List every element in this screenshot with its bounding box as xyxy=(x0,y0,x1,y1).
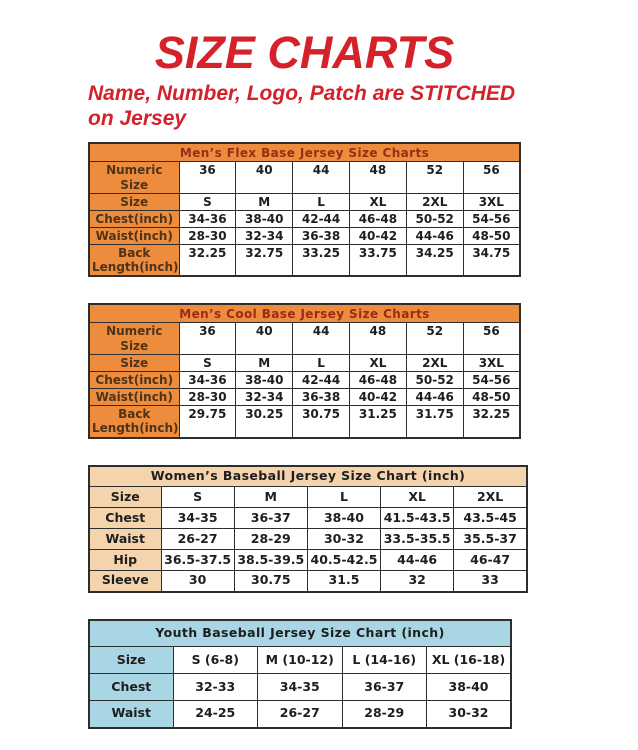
value-cell: S xyxy=(179,354,236,371)
row-label: Chest(inch) xyxy=(89,371,179,388)
row-label: Chest xyxy=(89,508,161,529)
value-cell: 32-33 xyxy=(173,674,258,701)
table-title-row xyxy=(89,143,520,162)
row-label: Size xyxy=(89,193,179,210)
value-cell: L xyxy=(307,487,380,508)
value-cell: 32.75 xyxy=(236,245,293,277)
value-cell: 48 xyxy=(349,162,406,193)
value-cell: 32.25 xyxy=(179,245,236,277)
value-cell: L (14-16) xyxy=(342,647,427,674)
value-cell: 28-30 xyxy=(179,228,236,245)
value-cell: 46-48 xyxy=(349,210,406,227)
table-row xyxy=(89,529,527,550)
row-label: Size xyxy=(89,487,161,508)
page-subtitle xyxy=(88,81,638,131)
value-cell: 33.75 xyxy=(349,245,406,277)
value-cell: 38-40 xyxy=(236,210,293,227)
value-cell: 34.25 xyxy=(406,245,463,277)
table-row xyxy=(89,571,527,592)
row-label: Numeric Size xyxy=(89,162,179,193)
value-cell: 40 xyxy=(236,323,293,354)
table-title-row xyxy=(89,466,527,487)
value-cell: 3XL xyxy=(463,354,520,371)
value-cell: XL xyxy=(349,193,406,210)
table-title: Men’s Cool Base Jersey Size Charts xyxy=(89,304,520,323)
row-label: Chest(inch) xyxy=(89,210,179,227)
value-cell: 48-50 xyxy=(463,389,520,406)
table-row xyxy=(89,245,520,277)
value-cell: 28-29 xyxy=(234,529,307,550)
page-title: SIZE CHARTS xyxy=(154,27,455,78)
row-label: Numeric Size xyxy=(89,323,179,354)
table-row xyxy=(89,323,520,354)
value-cell: 34-36 xyxy=(179,210,236,227)
value-cell: 33.5-35.5 xyxy=(381,529,454,550)
value-cell: 44-46 xyxy=(406,228,463,245)
size-table-youth-baseball xyxy=(88,619,512,729)
row-label: Waist xyxy=(89,529,161,550)
row-label: Size xyxy=(89,647,173,674)
value-cell: 44-46 xyxy=(406,389,463,406)
table-row xyxy=(89,487,527,508)
table-row xyxy=(89,228,520,245)
value-cell: 31.75 xyxy=(406,406,463,438)
value-cell: S xyxy=(179,193,236,210)
value-cell: 35.5-37 xyxy=(454,529,527,550)
table-row xyxy=(89,406,520,438)
value-cell: 30.75 xyxy=(234,571,307,592)
table-row xyxy=(89,389,520,406)
value-cell: 34.75 xyxy=(463,245,520,277)
table-row xyxy=(89,647,511,674)
value-cell: 34-35 xyxy=(161,508,234,529)
table-title: Youth Baseball Jersey Size Chart (inch) xyxy=(89,620,511,647)
value-cell: M xyxy=(236,354,293,371)
table-row xyxy=(89,162,520,193)
table-row xyxy=(89,354,520,371)
table-title-row xyxy=(89,620,511,647)
value-cell: M xyxy=(236,193,293,210)
value-cell: 48-50 xyxy=(463,228,520,245)
value-cell: 30-32 xyxy=(427,701,512,728)
value-cell: S xyxy=(161,487,234,508)
value-cell: 54-56 xyxy=(463,210,520,227)
table-row xyxy=(89,550,527,571)
value-cell: 38-40 xyxy=(427,674,512,701)
value-cell: 2XL xyxy=(454,487,527,508)
value-cell: 31.5 xyxy=(307,571,380,592)
value-cell: 30 xyxy=(161,571,234,592)
subtitle-line-2: on Jersey xyxy=(88,107,187,131)
size-table-mens-cool-base xyxy=(88,303,521,438)
value-cell: 36-38 xyxy=(293,228,350,245)
value-cell: 24-25 xyxy=(173,701,258,728)
value-cell: 36.5-37.5 xyxy=(161,550,234,571)
value-cell: XL xyxy=(381,487,454,508)
row-label: Sleeve xyxy=(89,571,161,592)
subtitle-line-1: Name, Number, Logo, Patch are STITCHED xyxy=(88,82,516,105)
value-cell: 44-46 xyxy=(381,550,454,571)
value-cell: 29.75 xyxy=(179,406,236,438)
value-cell: M xyxy=(234,487,307,508)
value-cell: 32.25 xyxy=(463,406,520,438)
table-title-row xyxy=(89,304,520,323)
value-cell: 46-48 xyxy=(349,371,406,388)
value-cell: 30.25 xyxy=(236,406,293,438)
value-cell: 26-27 xyxy=(161,529,234,550)
value-cell: 50-52 xyxy=(406,371,463,388)
value-cell: 3XL xyxy=(463,193,520,210)
value-cell: XL xyxy=(349,354,406,371)
value-cell: 42-44 xyxy=(293,371,350,388)
value-cell: 40.5-42.5 xyxy=(307,550,380,571)
value-cell: M (10-12) xyxy=(258,647,343,674)
value-cell: XL (16-18) xyxy=(427,647,512,674)
value-cell: 43.5-45 xyxy=(454,508,527,529)
value-cell: 33 xyxy=(454,571,527,592)
value-cell: 34-35 xyxy=(258,674,343,701)
row-label: Size xyxy=(89,354,179,371)
value-cell: 50-52 xyxy=(406,210,463,227)
row-label: Waist(inch) xyxy=(89,389,179,406)
table-row xyxy=(89,508,527,529)
table-title: Women’s Baseball Jersey Size Chart (inch) xyxy=(89,466,527,487)
value-cell: 32-34 xyxy=(236,228,293,245)
value-cell: 48 xyxy=(349,323,406,354)
value-cell: 40-42 xyxy=(349,389,406,406)
value-cell: 34-36 xyxy=(179,371,236,388)
table-row xyxy=(89,193,520,210)
value-cell: 33.25 xyxy=(293,245,350,277)
value-cell: S (6-8) xyxy=(173,647,258,674)
value-cell: 36-37 xyxy=(234,508,307,529)
value-cell: 2XL xyxy=(406,193,463,210)
table-row xyxy=(89,371,520,388)
value-cell: 36 xyxy=(179,323,236,354)
value-cell: 31.25 xyxy=(349,406,406,438)
value-cell: 32-34 xyxy=(236,389,293,406)
value-cell: 46-47 xyxy=(454,550,527,571)
value-cell: 44 xyxy=(293,162,350,193)
value-cell: 36-37 xyxy=(342,674,427,701)
row-label: Chest xyxy=(89,674,173,701)
value-cell: 56 xyxy=(463,162,520,193)
row-label: Waist(inch) xyxy=(89,228,179,245)
value-cell: 41.5-43.5 xyxy=(381,508,454,529)
value-cell: 30-32 xyxy=(307,529,380,550)
table-row xyxy=(89,210,520,227)
value-cell: 30.75 xyxy=(293,406,350,438)
size-tables-container xyxy=(88,142,638,728)
value-cell: L xyxy=(293,193,350,210)
value-cell: 26-27 xyxy=(258,701,343,728)
row-label: Hip xyxy=(89,550,161,571)
row-label: Back Length(inch) xyxy=(89,245,179,277)
value-cell: L xyxy=(293,354,350,371)
value-cell: 36 xyxy=(179,162,236,193)
value-cell: 42-44 xyxy=(293,210,350,227)
value-cell: 36-38 xyxy=(293,389,350,406)
value-cell: 32 xyxy=(381,571,454,592)
value-cell: 38-40 xyxy=(307,508,380,529)
row-label: Back Length(inch) xyxy=(89,406,179,438)
value-cell: 40-42 xyxy=(349,228,406,245)
value-cell: 52 xyxy=(406,323,463,354)
row-label: Waist xyxy=(89,701,173,728)
value-cell: 28-29 xyxy=(342,701,427,728)
value-cell: 28-30 xyxy=(179,389,236,406)
size-table-mens-flex-base xyxy=(88,142,521,277)
value-cell: 52 xyxy=(406,162,463,193)
value-cell: 40 xyxy=(236,162,293,193)
value-cell: 38-40 xyxy=(236,371,293,388)
value-cell: 44 xyxy=(293,323,350,354)
size-table-womens-baseball xyxy=(88,465,528,593)
value-cell: 56 xyxy=(463,323,520,354)
table-row xyxy=(89,701,511,728)
table-title: Men’s Flex Base Jersey Size Charts xyxy=(89,143,520,162)
table-row xyxy=(89,674,511,701)
value-cell: 54-56 xyxy=(463,371,520,388)
value-cell: 2XL xyxy=(406,354,463,371)
value-cell: 38.5-39.5 xyxy=(234,550,307,571)
